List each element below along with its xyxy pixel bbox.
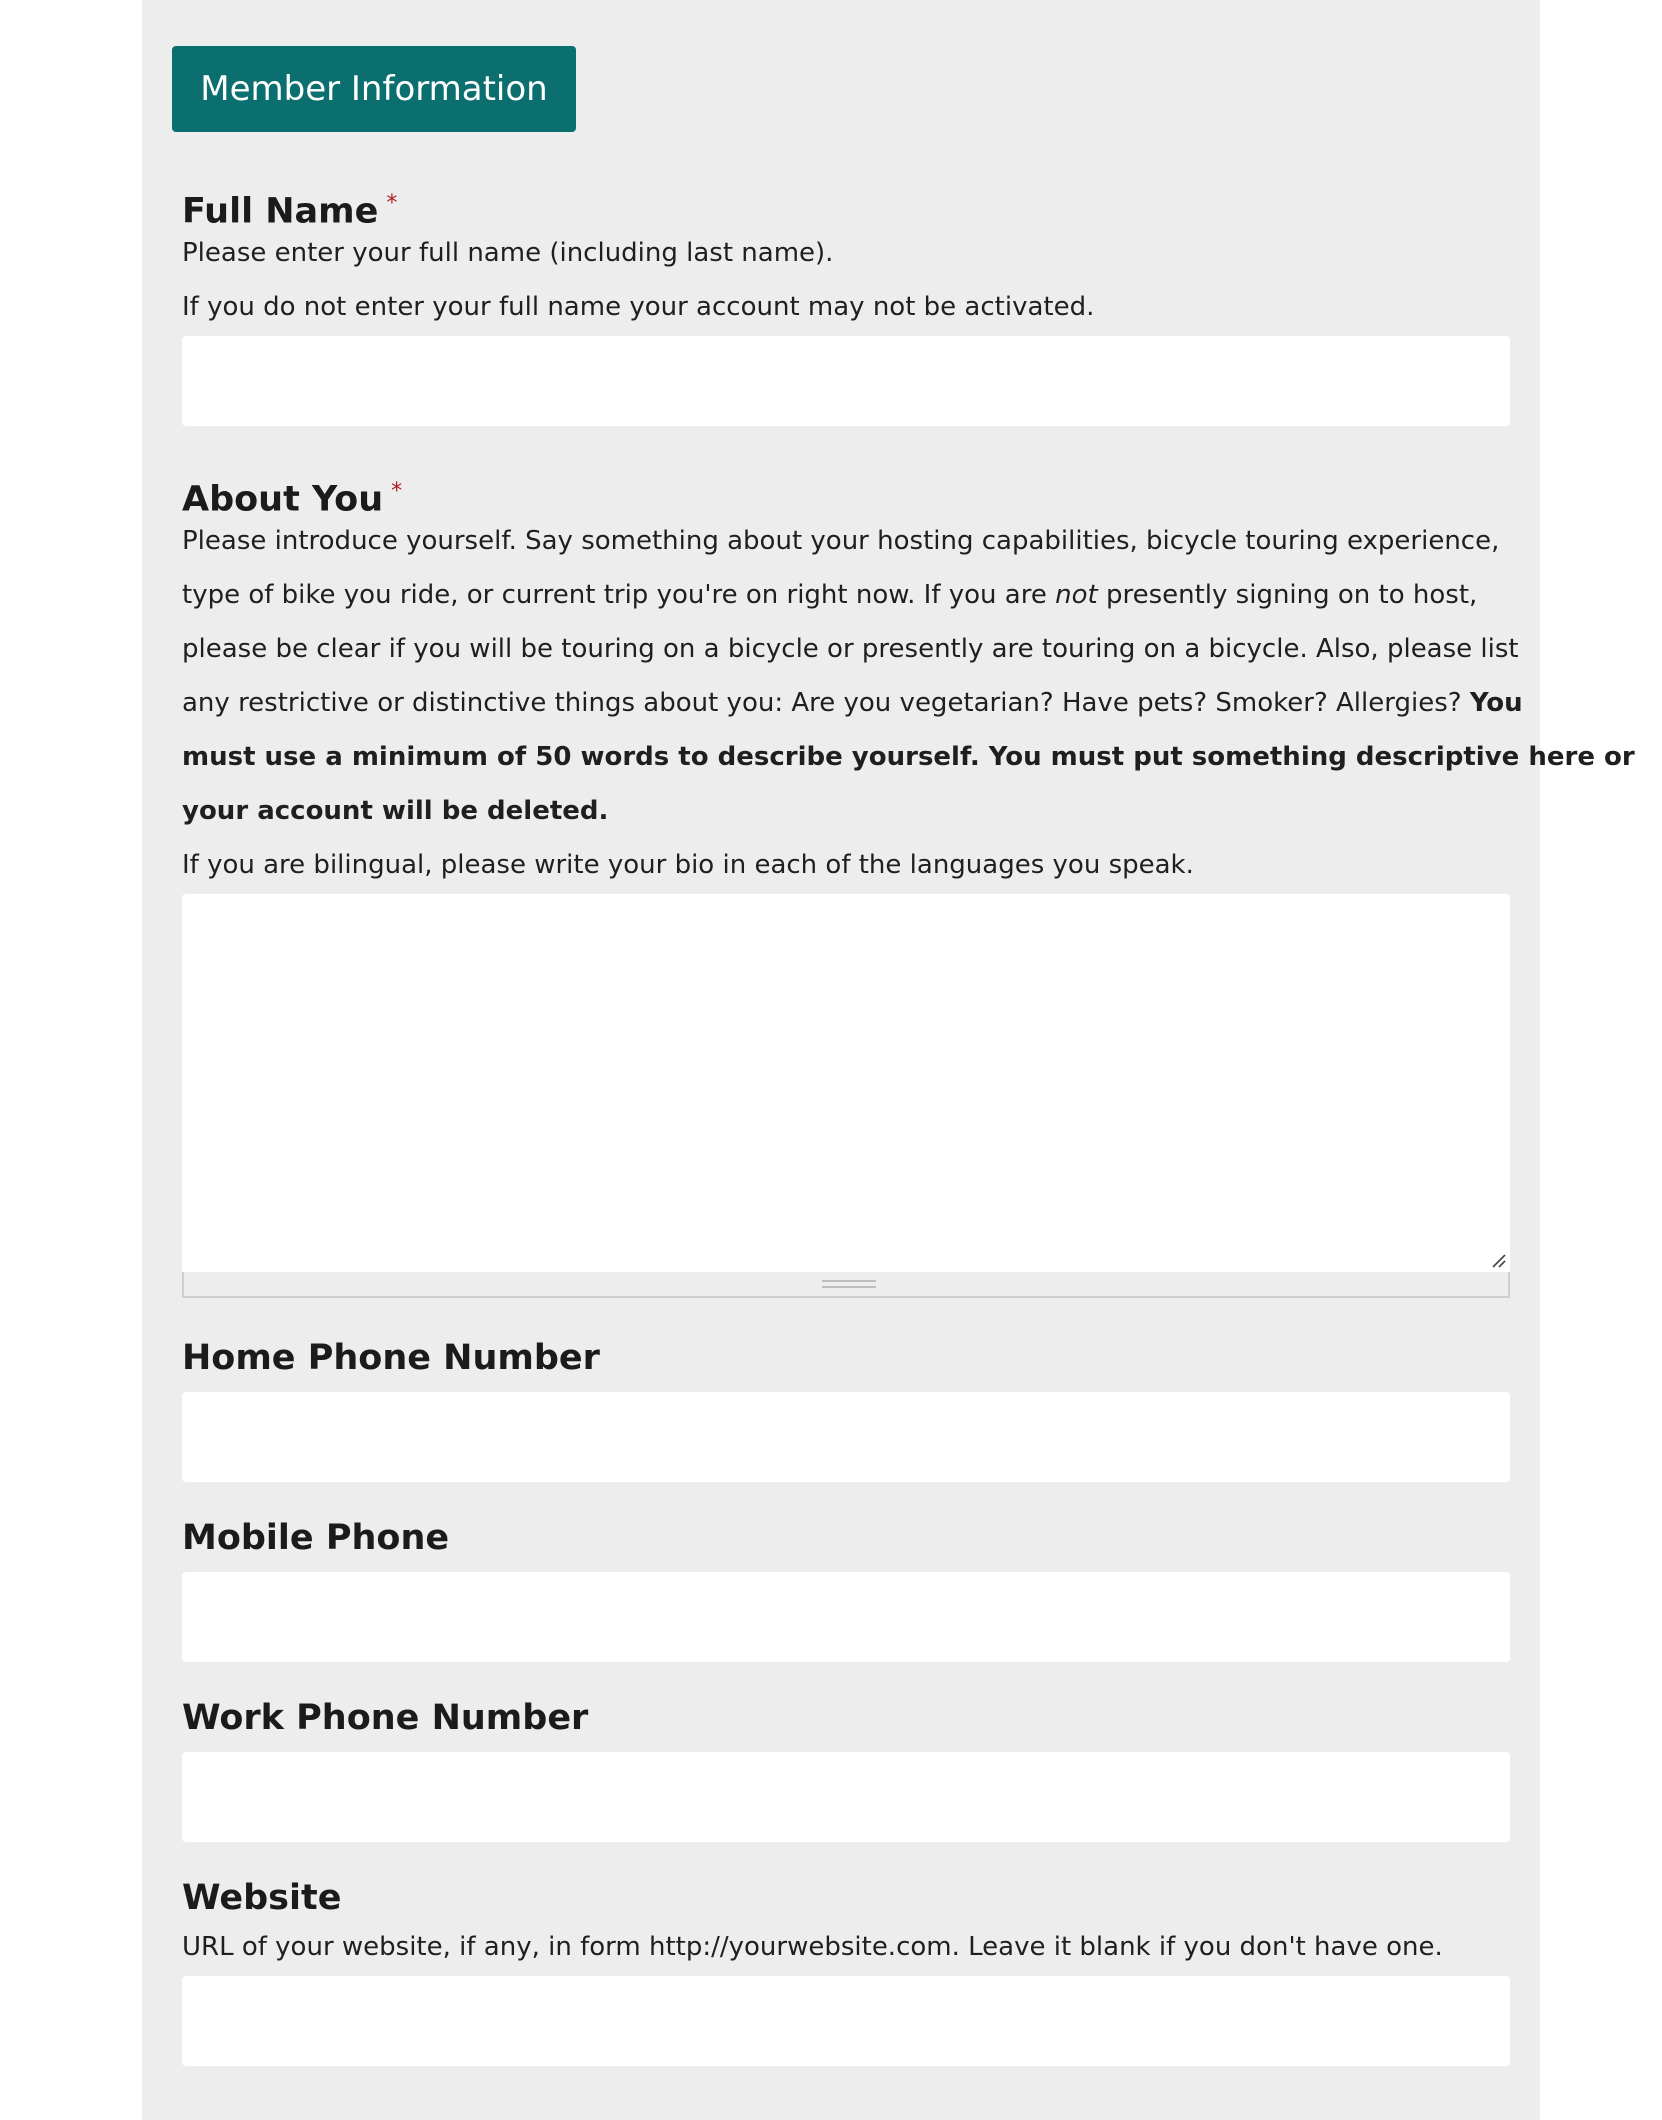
about-you-help-line-1: Please introduce yourself. Say something about your hosting capabilities, bicycle touring experience,	[182, 526, 1500, 556]
about-you-help-line-5: must use a minimum of 50 words to describe yourself. You must put something descriptive here or	[182, 742, 1635, 772]
full-name-label	[182, 182, 1510, 232]
field-website	[182, 1876, 1510, 2066]
about-you-label	[182, 470, 1510, 520]
full-name-label-text: Full Name	[182, 191, 379, 232]
form-panel	[142, 0, 1635, 2120]
about-you-help-bilingual: If you are bilingual, please write your bio in each of the languages you speak.	[182, 850, 1194, 880]
mobile-phone-input[interactable]	[182, 1572, 1510, 1662]
about-you-help-emphasis: not	[1055, 580, 1098, 610]
required-marker: *	[391, 479, 403, 504]
about-you-help-line-4	[182, 676, 1523, 730]
field-home-phone	[182, 1336, 1510, 1482]
grippie-icon	[822, 1280, 876, 1288]
textarea-grippie[interactable]	[182, 1272, 1510, 1298]
about-you-textarea-wrap	[182, 894, 1510, 1298]
work-phone-label: Work Phone Number	[182, 1698, 589, 1738]
about-you-help	[182, 514, 1635, 892]
work-phone-input[interactable]	[182, 1752, 1510, 1842]
required-marker: *	[386, 191, 398, 216]
about-you-help-line-3: please be clear if you will be touring on a bicycle or presently are touring on a bicycle. Also, please list	[182, 634, 1519, 664]
about-you-help-line-2-post: presently signing on to host,	[1097, 580, 1478, 610]
about-you-textarea[interactable]	[182, 894, 1510, 1272]
about-you-help-line-2	[182, 568, 1510, 622]
about-you-label-text: About You	[182, 479, 384, 520]
mobile-phone-label: Mobile Phone	[182, 1518, 450, 1558]
field-mobile-phone	[182, 1516, 1510, 1662]
website-input[interactable]	[182, 1976, 1510, 2066]
home-phone-label: Home Phone Number	[182, 1338, 600, 1378]
section-header-member-information[interactable]: Member Information	[172, 46, 576, 132]
field-work-phone	[182, 1696, 1510, 1842]
about-you-help-line-2-pre: type of bike you ride, or current trip you're on right now. If you are	[182, 580, 1056, 610]
about-you-help-line-4-pre: any restrictive or distinctive things about you: Are you vegetarian? Have pets? Smoker? Allergies?	[182, 688, 1470, 718]
home-phone-input[interactable]	[182, 1392, 1510, 1482]
website-help: URL of your website, if any, in form http://yourwebsite.com. Leave it blank if you don't have one.	[182, 1932, 1443, 1962]
full-name-input[interactable]	[182, 336, 1510, 426]
about-you-help-line-4-bold: You	[1469, 688, 1523, 718]
full-name-help-1: Please enter your full name (including last name).	[182, 238, 834, 268]
field-full-name	[182, 182, 1510, 426]
about-you-help-line-6: your account will be deleted.	[182, 796, 609, 826]
website-label: Website	[182, 1878, 342, 1918]
field-about-you	[182, 470, 1635, 1298]
resize-handle-icon[interactable]	[1490, 1252, 1506, 1268]
full-name-help-2: If you do not enter your full name your account may not be activated.	[182, 292, 1095, 322]
